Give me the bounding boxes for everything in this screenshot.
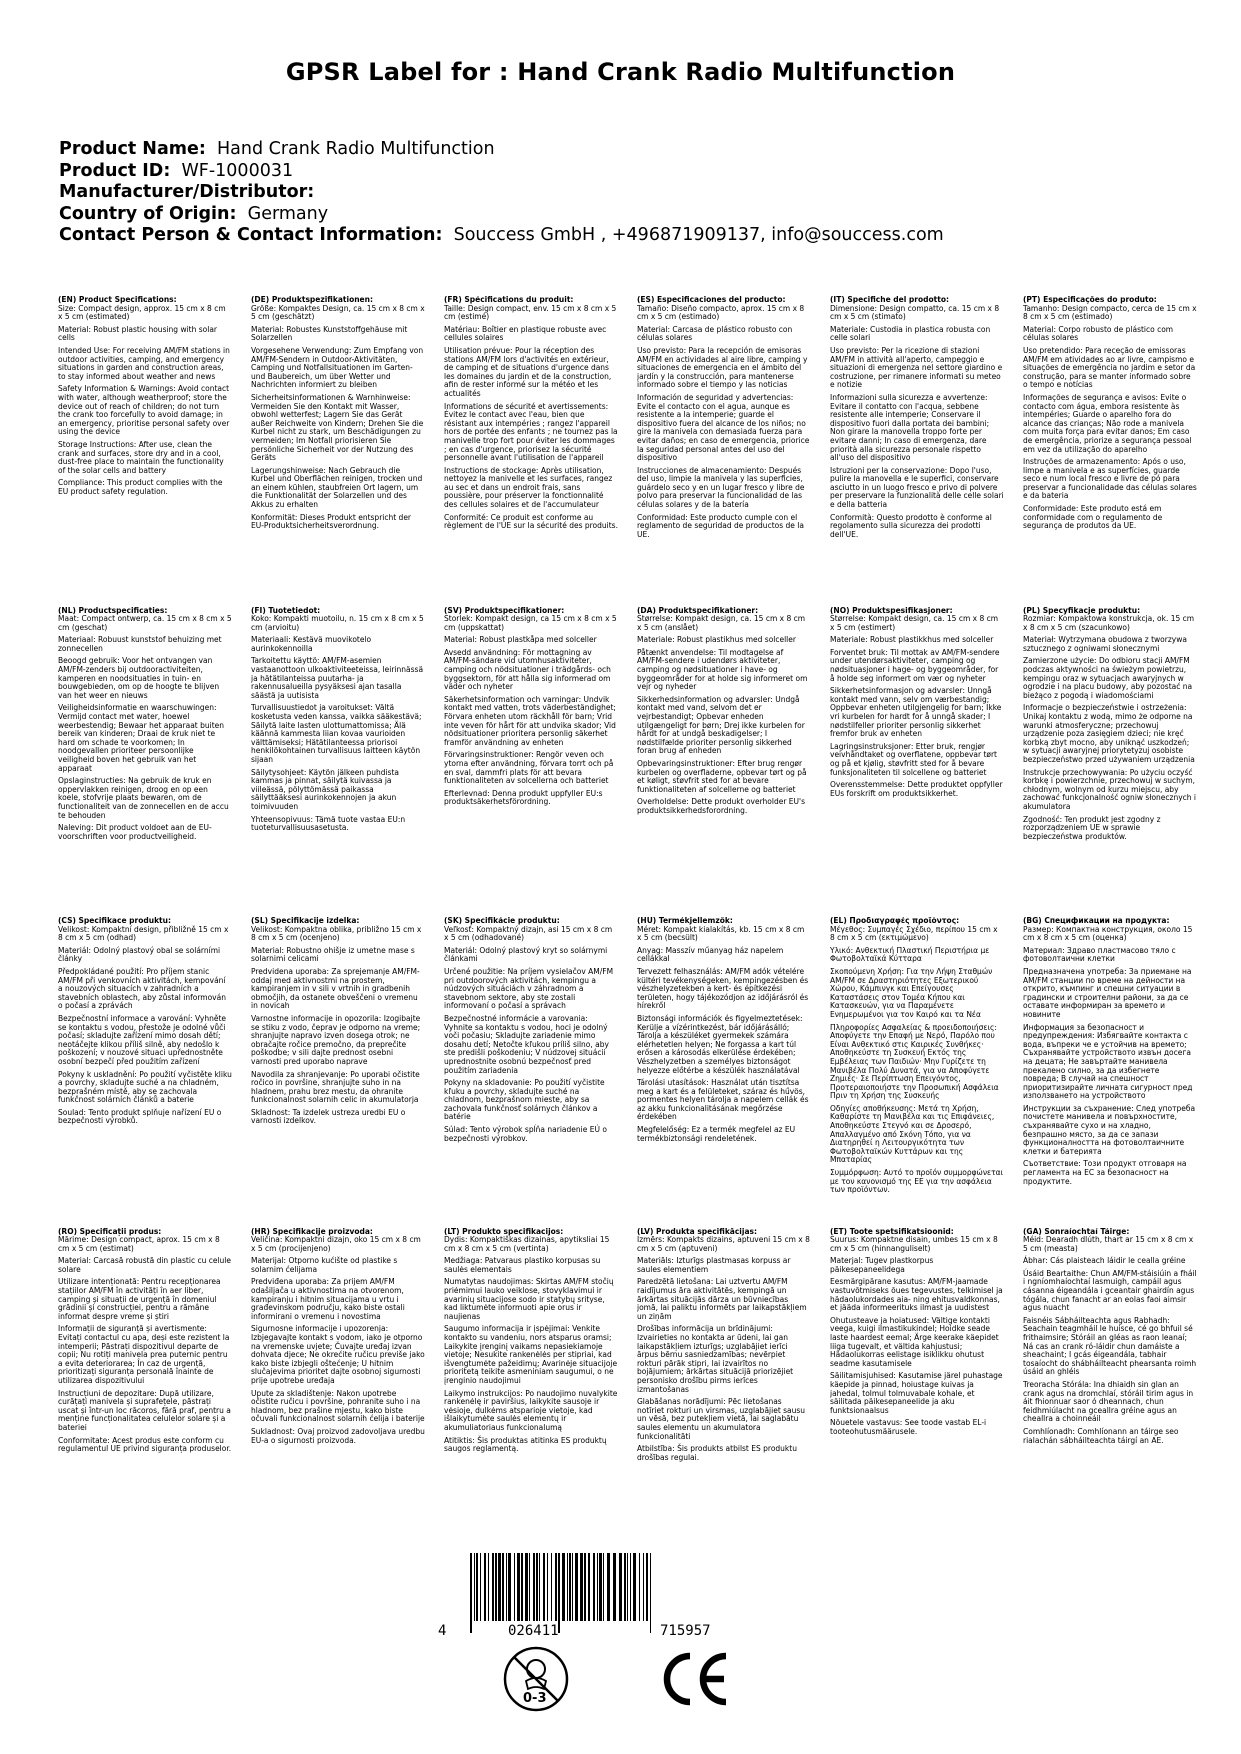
language-block-paragraph: Material: Robust plastic housing with solar cells [58, 324, 218, 343]
language-block-paragraph: Tárolási utasítások: Használat után tisztítsa meg a kart és a felületeket, száraz és hűvös, pormentes helyen tárolja a napelem cellák és az akku funkcionalitásának megőrzése érdekében [637, 1078, 809, 1122]
barcode-bar [474, 1553, 475, 1621]
language-block-paragraph: Bezpečnostní informace a varování: Vyhněte se kontaktu s vodou, přestože je odolné vůči počasí; skladujte zařízení mimo dosah dětí; neotáčejte klikou příliš silně, aby nedošlo k poškození; v nouzové situaci upřednostněte osobní bezpečí před použitím zařízení [58, 1013, 226, 1066]
language-block-paragraph: Určené použitie: Na príjem vysielačov AM/FM pri outdoorových aktivitách, kempingu a núdzových situáciách v záhradnom a stavebnom sektore, aby ste zostali informovaní o počasí a správach [444, 966, 614, 1011]
language-block-paragraph: Tervezett felhasználás: AM/FM adók vételére kültéri tevékenységeken, kempingezésben és vészhelyzetekben a kert- és építkezési területen, hogy tájékozódjon az időjárásról és hírekről [637, 966, 809, 1011]
language-block [1023, 917, 1197, 1220]
language-block-paragraph: Materjal: Tugev plastkorpus päikesepaneelidega [830, 1256, 934, 1274]
barcode-bar [480, 1553, 481, 1621]
language-block-paragraph: Material: Robustes Kunststoffgehäuse mit Solarzellen [251, 324, 408, 343]
language-block-paragraph: Storlek: Kompakt design, ca 15 cm x 8 cm x 5 cm (uppskattat) [444, 614, 617, 632]
language-block-paragraph: Ohutusteave ja hoiatused: Vältige kontakti veega, kuigi ilmastikukindel; Hoidke seade laste haardest eemal; Ärge keerake käepidet liiga tugevalt, et vältida kahjustusi; Hädaolukorras eelistage isiklikku ohutust seadme kasutamisele [830, 1315, 999, 1368]
language-block-paragraph: Materiāls: Izturīgs plastmasas korpuss ar saules elementiem [637, 1256, 791, 1274]
language-block [830, 917, 1004, 1220]
barcode-bar [543, 1553, 545, 1621]
language-block-paragraph: Istruzioni per la conservazione: Dopo l'uso, pulire la manovella e le superfici, conservare asciutto in un luogo fresco e privo di polvere per preservare la funzionalità delle celle solari e della batteria [830, 465, 1004, 510]
barcode-bar [567, 1553, 568, 1621]
barcode-bar [551, 1553, 552, 1621]
language-block-paragraph: Conformitate: Acest produs este conform cu regulamentul UE privind siguranța produselor. [58, 1435, 232, 1454]
language-block-heading: (EN) Product Specifications: [58, 296, 177, 304]
language-block-paragraph: Informacje o bezpieczeństwie i ostrzeżenia: Unikaj kontaktu z wodą, mimo że odporne na warunki atmosferyczne; przechowuj urządzenie poza zasięgiem dzieci; nie kręć korbką zbyt mocno, aby uniknąć uszkodzeń; w sytuacji awaryjnej priorytetyzuj osobiste bezpieczeństwo przed używaniem urządzenia [1023, 703, 1195, 764]
language-block-paragraph: Velikost: Kompaktní design, přibližně 15 cm x 8 cm x 5 cm (odhad) [58, 924, 229, 943]
language-block-paragraph: Størrelse: Kompakt design, ca. 15 cm x 8 cm x 5 cm (anslået) [637, 614, 806, 632]
barcode-bar [539, 1553, 540, 1621]
language-block-paragraph: Anyag: Masszív műanyag ház napelem cellákkal [637, 945, 784, 964]
language-block-paragraph: Upute za skladištenje: Nakon upotrebe očistite ručicu i površine, pohranite suho i na hladnom, bez prašine mjestu, kako biste očuvali funkcionalnost solarnih ćelija i baterije [251, 1388, 425, 1424]
language-block-paragraph: Tamaño: Diseño compacto, aprox. 15 cm x 8 cm x 5 cm (estimado) [637, 303, 805, 322]
language-block-paragraph: Eesmärgipärane kasutus: AM/FM-jaamade vastuvõtmiseks õues tegevustes, telkimisel ja hädaolukordades aia- ning ehitusvaldkonnas, et jääda informeerituks ilmast ja uudistest [830, 1277, 1003, 1313]
barcode-bar [619, 1553, 622, 1621]
language-block-paragraph: Информация за безопасност и предупреждения: Избягвайте контакта с вода, въпреки че е устойчив на времето; Съхранявайте устройството извън досега на децата; Не завъртайте манивела прекалено силно, за да избегнете повреда; В случай на спешност приоритизирайте личната сигурност пред използването на устройството [1023, 1022, 1193, 1101]
language-block-paragraph: Pokyny k uskladnění: Po použití vyčistěte kliku a povrchy, skladujte suché a na chladném, bezprašném místě, aby se zachovala funkčnost solárních článků a baterie [58, 1069, 232, 1105]
language-block-paragraph: Material: Robustno ohišje iz umetne mase s solarnimi celicami [251, 945, 415, 964]
language-block-heading: (DA) Produktspecifikationer: [637, 606, 759, 615]
language-block-paragraph: Material: Carcasă robustă din plastic cu celule solare [58, 1256, 231, 1274]
barcode-bar [630, 1553, 631, 1621]
language-block-paragraph: Conformità: Questo prodotto è conforme al regolamento sulla sicurezza dei prodotti dell'UE. [830, 512, 992, 539]
language-block-paragraph: Treoracha Stórála: Ina dhiaidh sin glan an crank agus na dromchlaí, stóráil tirim agus in áit fhionnuar saor ó dheannach, chun feidhmiúlacht na gceallra gréine agus an cheallra a choinneáil [1023, 1380, 1194, 1424]
language-block-paragraph: Materijal: Otporno kućište od plastike s solarnim ćelijama [251, 1256, 398, 1274]
language-blocks-grid [58, 296, 1198, 1666]
language-block-heading: (IT) Specifiche del prodotto: [830, 296, 949, 304]
language-block-paragraph: Safety Information & Warnings: Avoid contact with water, although weatherproof; store the device out of reach of children; do not turn the crank too forcefully to avoid damage; in an emergency, prioritise personal safety over using the device [58, 384, 230, 437]
language-block-paragraph: Materiaal: Robuust kunststof behuizing met zonnecellen [58, 635, 222, 653]
barcode-bar [495, 1553, 497, 1621]
language-block-heading: (FI) Tuotetiedot: [251, 606, 321, 615]
language-block-paragraph: Předpokládané použití: Pro příjem stanic AM/FM při venkovních aktivitách, kempování a nouzových situacích v zahradních a stavebních oblastech, aby zůstal informován o počasí a zprávách [58, 966, 226, 1011]
language-block-paragraph: Varnostne informacije in opozorila: Izogibajte se stiku z vodo, čeprav je odporno na vreme; shranjujte napravo izven dosega otrok; ne obračajte ročice premočno, da preprečite poškodbe; v sili dajte prednost osebni varnosti pred uporabo naprave [251, 1013, 421, 1066]
language-block [830, 1228, 1004, 1531]
language-block-heading: (SL) Specifikacije izdelka: [251, 917, 360, 925]
barcode-bar [488, 1553, 489, 1621]
language-block-paragraph: Материал: Здраво пластмасово тяло с фотоволтаични клетки [1023, 945, 1176, 964]
barcode-bar [514, 1553, 515, 1621]
language-block-paragraph: Opslaginstructies: Na gebruik de kruk en oppervlakken reinigen, droog en op een koele, stofvrije plaats bewaren, om de functionaliteit van de zonnecellen en de accu te behouden [58, 776, 229, 820]
language-block-paragraph: Påtænkt anvendelse: Til modtagelse af AM/FM-sendere i udendørs aktiviteter, camping og nødsituationer i have- og byggeområder for at holde sig informeret om vejr og nyheder [637, 647, 808, 692]
barcode-bar [599, 1553, 602, 1621]
language-block-paragraph: Forventet bruk: Til mottak av AM/FM-sendere under utendørsaktiviteter, camping og nødsituasjoner i hage- og byggeområder, for å holde seg informert om vær og nyheter [830, 647, 1000, 683]
language-block-paragraph: Veličina: Kompaktni dizajn, oko 15 cm x 8 cm x 5 cm (procijenjeno) [251, 1235, 421, 1253]
contact-row [59, 225, 944, 247]
language-block-paragraph: Predvidena uporaba: Za sprejemanje AM/FM-oddaj med aktivnostmi na prostem, kampiranjem in v sili v vrtnih in gradbenih območjih, da ostanete obveščeni o vremenu in novicah [251, 966, 420, 1011]
language-block-heading: (NO) Produktspesifikasjoner: [830, 606, 953, 615]
language-block-paragraph: Medžiaga: Patvaraus plastiko korpusas su saulės elementais [444, 1256, 601, 1274]
language-block-paragraph: Súlad: Tento výrobok spĺňa nariadenie EÚ o bezpečnosti výrobkov. [444, 1125, 607, 1143]
language-block-paragraph: Suurus: Kompaktne disain, umbes 15 cm x 8 cm x 5 cm (hinnanguliselt) [830, 1235, 998, 1253]
language-block-paragraph: Vorgesehene Verwendung: Zum Empfang von AM/FM-Sendern in Outdoor-Aktivitäten, Camping und Notfallsituationen im Garten- und Baubereich, um über Wetter und Nachrichten informiert zu bleiben [251, 345, 424, 390]
language-block-paragraph: Materiaali: Kestävä muovikotelo aurinkokennoilla [251, 635, 372, 653]
language-block-paragraph: Pokyny na skladovanie: Po použití vyčistite kľuku a povrchy, skladujte suché na chladnom, bezprašnom mieste, aby sa zachovala funkčnosť solárnych článkov a batérie [444, 1078, 605, 1122]
language-block-paragraph: Opbevaringsinstruktioner: Efter brug rengør kurbelen og overfladerne, opbevar tørt og på et køligt, støvfrit sted for at bevare funktionaliteten af solcellerne og batteriet [637, 759, 807, 794]
ce-mark-icon [660, 1650, 732, 1708]
language-block-paragraph: Skladnost: Ta izdelek ustreza uredbi EU o varnosti izdelkov. [251, 1107, 406, 1126]
language-block-paragraph: Instruções de armazenamento: Após o uso, limpe a manivela e as superfícies, guarde seco e num local fresco e livre de pó para preservar a funcionalidade das células solares e da bateria [1023, 457, 1197, 501]
barcode-bar [533, 1553, 535, 1621]
language-block-heading: (SV) Produktspecifikationer: [444, 606, 565, 615]
language-block-heading: (RO) Specificații produs: [58, 1227, 162, 1236]
country-label: Country of Origin: [59, 203, 237, 224]
language-block [830, 296, 1004, 599]
product-name-row [59, 139, 944, 161]
language-block-paragraph: Πληροφορίες Ασφαλείας & προειδοποιήσεις: Αποφύγετε την Επαφή με Νερό, Παρόλο που Είναι Ανθεκτικό στις Καιρικές Συνθήκες· Αποθηκεύστε τη Συσκευή Εκτός της Εμβέλειας των Παιδιών· Μην Γυρίζετε τη Μανιβέλα Πολύ Δυνατά, για να Αποφύγετε Ζημιές· Σε Περίπτωση Επειγόντος, Προτεραιοποιήστε την Προσωπική Ασφάλεια Πριν τη Χρήση της Συσκευής [830, 1022, 999, 1101]
language-block-paragraph: Rozmiar: Kompaktowa konstrukcja, ok. 15 cm x 8 cm x 5 cm (szacunkowo) [1023, 614, 1195, 632]
language-block-paragraph: Förvaringsinstruktioner: Rengör veven och ytorna efter användning, förvara torrt och på en sval, dammfri plats för att bevara funktionaliteten av solcellerna och batteriet [444, 750, 614, 786]
language-block [251, 296, 425, 599]
language-block-paragraph: Méret: Kompakt kialakítás, kb. 15 cm x 8 cm x 5 cm (becsült) [637, 924, 805, 943]
barcode-bar [597, 1553, 598, 1621]
language-block-paragraph: Predviđena uporaba: Za prijem AM/FM odašiljača u aktivnostima na otvorenom, kampiranju i hitnim situacijama u vrtu i građevinskom području, kako biste ostali informirani o vremenu i novostima [251, 1277, 405, 1321]
language-block-paragraph: Sigurnosne informacije i upozorenja: Izbjegavajte kontakt s vodom, iako je otporno na vremenske uvjete; Čuvajte uređaj izvan dohvata djece; Ne okrećite ručicu previše jako kako biste izbjegli oštećenje; U hitnim slučajevima prioritet dajte osobnoj sigurnosti prije upotrebe uređaja [251, 1324, 425, 1385]
barcode-bar [646, 1553, 648, 1621]
language-block-paragraph: Størrelse: Kompakt design, ca. 15 cm x 8 cm x 5 cm (estimert) [830, 614, 999, 632]
language-block-paragraph: Información de seguridad y advertencias: Evite el contacto con el agua, aunque es resistente a la intemperie; guarde el dispositivo fuera del alcance de los niños; no gire la manivela con demasiada fuerza para evitar daños; en caso de emergencia, priorice la seguridad personal antes del uso del dispositivo [637, 392, 810, 463]
language-block-paragraph: Uso pretendido: Para receção de emissoras AM/FM em atividades ao ar livre, campismo e situações de emergência no jardim e setor da construção, para se manter informado sobre o tempo e notícias [1023, 345, 1196, 390]
language-block-paragraph: Conformidad: Este producto cumple con el reglamento de seguridad de productos de la UE. [637, 512, 804, 539]
language-block-paragraph: Предназначена употреба: За приемане на AM/FM станции по време на дейности на открито, къмпинг и спешни ситуации в градински и строителни райони, за да се оставате информиран за времето и новините [1023, 966, 1192, 1019]
language-block-paragraph: Navodila za shranjevanje: Po uporabi očistite ročico in površine, shranjujte suho in na hladnem, prahu brez mestu, da ohranite funkcionalnost solarnih celic in akumulatorja [251, 1069, 420, 1105]
language-block [251, 1228, 425, 1531]
language-block-paragraph: Uso previsto: Per la ricezione di stazioni AM/FM in attività all'aperto, campeggio e situazioni di emergenza nel settore giardino e costruzione, per rimanere informati su meteo e notizie [830, 345, 1003, 390]
language-block-paragraph: Biztonsági információk és figyelmeztetések: Kerülje a vízérintkezést, bár időjárásálló; Tárolja a készüléket gyermekek számára elérhetetlen helyen; Ne forgassa a kart túl erősen a károsodás elkerülése érdekében; Vészhelyzetben a személyes biztonságot helyezze előtérbe a készülék használatával [637, 1013, 803, 1075]
language-block-paragraph: Konformität: Dieses Produkt entspricht der EU-Produktsicherheitsverordnung. [251, 512, 412, 531]
language-block-paragraph: Ábhar: Cás plaisteach láidir le cealla gréine [1023, 1256, 1186, 1266]
language-block-paragraph: Veľkosť: Kompaktný dizajn, asi 15 cm x 8 cm x 5 cm (odhadované) [444, 924, 613, 943]
language-block-heading: (HU) Termékjellemzők: [637, 917, 733, 925]
language-block-paragraph: Beoogd gebruik: Voor het ontvangen van AM/FM-zenders bij outdooractiviteiten, kamperen en noodsituaties in tuin- en bouwgebieden, om op de hoogte te blijven van het weer en nieuws [58, 656, 220, 700]
language-block-paragraph: Avsedd användning: För mottagning av AM/FM-sändare vid utomhusaktiviteter, camping och nödsituationer i trädgårds- och byggsektorn, för att hålla sig informerad om väder och nyheter [444, 647, 611, 692]
language-block-paragraph: Naleving: Dit product voldoet aan de EU-voorschriften voor productveiligheid. [58, 823, 212, 841]
barcode-bar [521, 1553, 523, 1621]
barcode-digits-right: 715957 [660, 1623, 711, 1639]
language-block-paragraph: Sikkerhedsinformation og advarsler: Undgå kontakt med vand, selvom det er vejrbestandigt; Opbevar enheden utilgængeligt for børn; Drej ikke kurbelen for hårdt for at undgå beskadigelser; I nødstilfælde prioriter personlig sikkerhed foran brug af enheden [637, 694, 805, 756]
barcode-bar [517, 1553, 520, 1621]
language-block-paragraph: Nõuetele vastavus: See toode vastab EL-i tooteohutusmäärusele. [830, 1418, 987, 1436]
language-block-paragraph: Materiál: Odolný plastový kryt so solárnymi článkami [444, 945, 608, 964]
language-block-paragraph: Σκοπούμενη Χρήση: Για την Λήψη Σταθμών AM/FM σε Δραστηριότητες Εξωτερικού Χώρου, Κάμπινγκ και Επείγουσες Καταστάσεις στον Τομέα Κήπου και Κατασκευών, για να Παραμένετε Ενημερωμένοι για τον Καιρό και τα Νέα [830, 966, 993, 1019]
language-block-paragraph: Soulad: Tento produkt splňuje nařízení EU o bezpečnosti výrobků. [58, 1107, 222, 1126]
language-block-paragraph: Utilisation prévue: Pour la réception des stations AM/FM lors d'activités en extérieur, de camping et de situations d'urgence dans les domaines du jardin et de la construction, afin de rester informé sur la météo et les actualités [444, 345, 612, 398]
language-block [58, 1228, 232, 1531]
product-name-label: Product Name: [59, 139, 206, 159]
language-block [637, 917, 811, 1220]
language-block [444, 1228, 618, 1531]
barcode-bar [607, 1553, 610, 1621]
language-block [58, 917, 232, 1220]
language-block-paragraph: Overensstemmelse: Dette produktet oppfyller EUs forskrift om produktsikkerhet. [830, 780, 1003, 798]
language-block [251, 607, 425, 910]
language-block-heading: (NL) Productspecificaties: [58, 606, 168, 615]
language-block [830, 607, 1004, 910]
language-block-paragraph: Glabāšanas norādījumi: Pēc lietošanas notīriet rokturi un virsmas, uzglabājiet sausu un vēsā, bez putekļiem vietā, lai saglabātu saules elementu un akumulatora funkcionalitāti [637, 1397, 806, 1441]
barcode-bar [580, 1553, 583, 1621]
language-block [637, 607, 811, 910]
language-block-paragraph: Storage Instructions: After use, clean the crank and surfaces, store dry and in a cool, dust-free place to maintain the functionality of the solar cells and battery [58, 439, 224, 475]
language-block-paragraph: Size: Compact design, approx. 15 cm x 8 cm x 5 cm (estimated) [58, 303, 226, 322]
language-block-heading: (GA) Sonraíochtaí Táirge: [1023, 1227, 1130, 1236]
language-block-heading: (CS) Specifikace produktu: [58, 917, 171, 925]
language-block-paragraph: Saugumo informacija ir įspėjimai: Venkite kontakto su vandeniu, nors atsparus oramsi; Laikykite įrenginį vaikams nepasiekiamoje vietoje; Nesukite rankenėlės per stipriai, kad išvengtumėte pažeidimų; Avarinėje situacijoje prioritetą teikite asmeniniam saugumui, o ne įrenginio naudojimui [444, 1324, 618, 1385]
language-block-paragraph: Säkerhetsinformation och varningar: Undvik kontakt med vatten, trots väderbeständighet; Förvara enheten utom räckhåll för barn; Vrid inte veven för hårt för att undvika skador; Vid nödsituationer prioritera personlig säkerhet framför användning av enheten [444, 694, 616, 747]
barcode-bar [470, 1553, 472, 1633]
language-block-paragraph: Mărime: Design compact, aprox. 15 cm x 8 cm x 5 cm (estimat) [58, 1235, 220, 1253]
barcode-bar [555, 1553, 557, 1621]
language-block-paragraph: Informazioni sulla sicurezza e avvertenze: Evitare il contatto con l'acqua, sebbene resistente alle intemperie; Conservare il dispositivo fuori dalla portata dei bambini; Non girare la manovella troppo forte per evitare danni; In caso di emergenza, dare priorità alla sicurezza personale rispetto all'uso del dispositivo [830, 392, 990, 463]
language-block-paragraph: Tarkoitettu käyttö: AM/FM-asemien vastaanottoon ulkoaktiviteeteissa, leirinnässä ja hätätilanteissa puutarha- ja rakennusalueilla pysyäksesi ajan tasalla säästä ja uutisista [251, 656, 424, 700]
language-block-paragraph: Informations de sécurité et avertissements: Évitez le contact avec l'eau, bien que résistant aux intempéries ; rangez l'appareil hors de portée des enfants ; ne tournez pas la manivelle trop fort pour éviter les dommages ; en cas d'urgence, priorisez la sécurité personnelle avant l'utilisation de l'appareil [444, 401, 618, 463]
barcode-bar [572, 1553, 573, 1621]
language-block-paragraph: Materiál: Odolný plastový obal se solárními články [58, 945, 221, 964]
barcode-bar [547, 1553, 548, 1621]
language-block-paragraph: Conformité: Ce produit est conforme au règlement de l'UE sur la sécurité des produits. [444, 512, 618, 531]
language-block-paragraph: Laikymo instrukcijos: Po naudojimo nuvalykite rankenėlę ir paviršius, laikykite sausoje ir vėsioje, dulkėms atsparioje vietoje, kad išlaikytumėte saulės elementų ir akumuliatoriaus funkcionalumą [444, 1388, 618, 1432]
language-block-paragraph: Säilitamisjuhised: Kasutamise järel puhastage käepide ja pinnad, hoiustage kuivas ja jahedal, tolmul tolmuvabale kohale, et säilitada päikesepaneelide ja aku funktsionaalsus [830, 1371, 1003, 1415]
language-block-paragraph: Instrucțiuni de depozitare: După utilizare, curățați manivela și suprafețele, păstrați uscat și într-un loc răcoros, fără praf, pentru a menține funcționalitatea celulelor solare și a bateriei [58, 1388, 231, 1432]
language-block-paragraph: Maat: Compact ontwerp, ca. 15 cm x 8 cm x 5 cm (geschat) [58, 614, 232, 632]
language-block-paragraph: Paredzētā lietošana: Lai uztvertu AM/FM raidījumus āra aktivitātēs, kempingā un ārkārtas situācijās dārza un būvniecības jomā, lai paliktu informēts par laikapstākļiem un ziņām [637, 1277, 807, 1321]
language-block-paragraph: Съответствие: Този продукт отговаря на регламента на ЕС за безопасност на продуктите. [1023, 1159, 1187, 1186]
language-block-paragraph: Bezpečnostné informácie a varovania: Vyhnite sa kontaktu s vodou, hoci je odolný voči počasiu; Skladujte zariadenie mimo dosahu detí; Netočte kľukou príliš silno, aby ste predišli poškodeniu; V núdzovej situácii uprednostnite osobnú bezpečnosť pred použitím zariadenia [444, 1013, 609, 1075]
language-block-paragraph: Lagerungshinweise: Nach Gebrauch die Kurbel und Oberflächen reinigen, trocken und an einem kühlen, staubfreien Ort lagern, um die Funktionalität der Solarzellen und des Akkus zu erhalten [251, 465, 423, 510]
language-block-paragraph: Efterlevnad: Denna produkt uppfyller EU:s produktsäkerhetsförordning. [444, 788, 603, 807]
language-block-paragraph: Materiale: Robust plastikkhus med solceller [830, 635, 994, 645]
language-block [58, 607, 232, 910]
language-block-paragraph: Dimensione: Design compatto, ca. 15 cm x 8 cm x 5 cm (stimato) [830, 303, 1000, 322]
barcode-bar [476, 1553, 478, 1621]
language-block-heading: (ES) Especificaciones del producto: [637, 296, 786, 304]
barcode-bar [484, 1553, 486, 1621]
product-id-label: Product ID: [59, 160, 171, 181]
barcode-bar [529, 1553, 530, 1621]
language-block-paragraph: Faisnéis Sábháilteachta agus Rabhadh: Seachain teagmháil le huisce, cé go bhfuil sé frithaimsire; Stóráil an gléas as raon leanaí; Ná cas an crank ró-láidir chun damáiste a sheachaint; I gcás éigeandála, tabhair tosaíocht do shábháilteacht phearsanta roimh úsáid an ghléis [1023, 1315, 1197, 1377]
language-block-paragraph: Sukladnost: Ovaj proizvod zadovoljava uredbu EU-a o sigurnosti proizvoda. [251, 1426, 425, 1445]
language-block [637, 1228, 811, 1531]
product-id-row [59, 161, 944, 183]
language-block-heading: (LV) Produkta specifikācijas: [637, 1227, 757, 1236]
language-block-paragraph: Úsáid Beartaithe: Chun AM/FM-stáisiúin a fháil i ngníomhaíochtaí lasmuigh, campáil agus cásanna éigeandála i gceantair ghairdín agus tógála, chun fanacht ar an eolas faoi aimsir agus nuacht [1023, 1268, 1197, 1313]
barcode [438, 1553, 823, 1638]
language-block-paragraph: Zgodność: Ten produkt jest zgodny z rozporządzeniem UE w sprawie bezpieczeństwa produktów. [1023, 814, 1161, 841]
manufacturer-row [59, 182, 944, 204]
language-block-heading: (PT) Especificações do produto: [1023, 296, 1157, 304]
language-block-heading: (ET) Toote spetsifikatsioonid: [830, 1227, 954, 1236]
language-block-paragraph: Intended Use: For receiving AM/FM stations in outdoor activities, camping, and emergency situations in garden and construction areas, to stay informed about weather and news [58, 345, 230, 381]
barcode-bar [639, 1553, 640, 1621]
language-block-paragraph: Atitiktis: Šis produktas atitinka ES produktų saugos reglamentą. [444, 1435, 607, 1454]
language-block [444, 607, 618, 910]
language-block-heading: (HR) Specifikacije proizvoda: [251, 1227, 373, 1236]
language-block-paragraph: Koko: Kompakti muotoilu, n. 15 cm x 8 cm x 5 cm (arvioitu) [251, 614, 424, 632]
barcode-bar [593, 1553, 595, 1621]
language-block [251, 917, 425, 1220]
language-block-paragraph: Turvallisuustiedot ja varoitukset: Vältä kosketusta veden kanssa, vaikka sääkestävä; Säilytä laite lasten ulottumattomissa; Älä käännä kammesta liian kovaa vaurioiden välttämiseksi; Hätätilanteessa priorisoi henkilökohtainen turvallisuus laitteen käytön sijaan [251, 703, 422, 764]
no-children-under-3-icon [502, 1645, 570, 1713]
contact-label: Contact Person & Contact Information: [59, 225, 443, 245]
language-block-heading: (PL) Specyfikacje produktu: [1023, 606, 1141, 615]
language-block-paragraph: Material: Carcasa de plástico robusto con células solares [637, 324, 793, 343]
language-block-paragraph: Instructions de stockage: Après utilisation, nettoyez la manivelle et les surfaces, rangez au sec et dans un endroit frais, sans poussière, pour préserver la fonctionnalité des cellules solaires et de l'accumulateur [444, 465, 613, 510]
barcode-bar [506, 1553, 507, 1621]
language-block-heading: (EL) Προδιαγραφές προϊόντος: [830, 917, 960, 925]
language-block-paragraph: Atbilstība: Šis produkts atbilst ES produktu drošības regulai. [637, 1444, 797, 1462]
language-block [1023, 1228, 1197, 1531]
language-block-paragraph: Taille: Design compact, env. 15 cm x 8 cm x 5 cm (estimé) [444, 303, 617, 322]
barcode-bar [627, 1553, 628, 1621]
barcode-digit-first: 4 [438, 1623, 447, 1639]
language-block-paragraph: Οδηγίες αποθήκευσης: Μετά τη Χρήση, Καθαρίστε τη Μανιβέλα και τις Επιφάνειες, Αποθηκεύστε Στεγνό και σε Δροσερό, Απαλλαγμένο από Σκόνη Τόπο, για να Διατηρηθεί η Λειτουργικότητα των Φωτοβολταϊκών Κυττάρων και της Μπαταρίας [830, 1103, 995, 1165]
language-block-paragraph: Uso previsto: Para la recepción de emisoras AM/FM en actividades al aire libre, camping y situaciones de emergencia en el ámbito del jardín y la construcción, para mantenerse informado sobre el tiempo y las noticias [637, 345, 808, 390]
language-block [444, 296, 618, 599]
age-label: 0-3 [523, 1691, 547, 1706]
barcode-bar [536, 1553, 538, 1621]
barcode-bar [502, 1553, 504, 1621]
language-block-paragraph: Μέγεθος: Συμπαγές Σχέδιο, περίπου 15 cm x 8 cm x 5 cm (εκτιμώμενο) [830, 924, 998, 943]
language-block-paragraph: Compliance: This product complies with the EU product safety regulation. [58, 478, 223, 496]
barcode-bar [624, 1553, 626, 1621]
language-block-paragraph: Comhlíonadh: Comhlíonann an táirge seo rialachán sábháilteachta táirgí an AE. [1023, 1426, 1179, 1445]
barcode-bar [584, 1553, 586, 1621]
language-block-paragraph: Material: Robust plastkåpa med solceller [444, 635, 597, 645]
language-block-paragraph: Utilizare intenționată: Pentru recepționarea stațiilor AM/FM în activități în aer liber, camping și situații de urgență în domeniul grădinii și construcției, pentru a rămâne informat despre vreme și știri [58, 1277, 221, 1321]
barcode-bar [603, 1553, 604, 1621]
language-block-paragraph: Размер: Компактна конструкция, около 15 cm x 8 cm x 5 cm (оценка) [1023, 924, 1193, 943]
contact-value: Souccess GmbH , +496871909137, info@souccess.com [453, 225, 944, 245]
language-block [58, 296, 232, 599]
language-block [1023, 607, 1197, 910]
language-block-paragraph: Συμμόρφωση: Αυτό το προϊόν συμμορφώνεται με τον κανονισμό της ΕΕ για την ασφάλεια των προϊόντων. [830, 1168, 1004, 1195]
language-block-paragraph: Megfelelőség: Ez a termék megfelel az EU termékbiztonsági rendeletének. [637, 1125, 796, 1143]
manufacturer-label: Manufacturer/Distributor: [59, 182, 315, 202]
language-block-paragraph: Größe: Kompaktes Design, ca. 15 cm x 8 cm x 5 cm (geschätzt) [251, 303, 425, 322]
product-id-value: WF-1000031 [181, 160, 294, 181]
barcode-bar [569, 1553, 571, 1621]
country-row [59, 204, 944, 226]
barcode-bar [650, 1553, 651, 1633]
barcode-bar [575, 1553, 578, 1621]
language-block-paragraph: Izmērs: Kompakts dizains, aptuveni 15 cm x 8 cm x 5 cm (aptuveni) [637, 1235, 810, 1253]
language-block-paragraph: Numatytas naudojimas: Skirtas AM/FM stočių priėmimui lauko veiklose, stovyklavimui ir avarinių situacijose sodo ir statybų srityse, kad liktumėte informuoti apie orus ir naujienas [444, 1277, 614, 1321]
language-block-heading: (LT) Produkto specifikacijos: [444, 1227, 564, 1236]
language-block-paragraph: Tamanho: Design compacto, cerca de 15 cm x 8 cm x 5 cm (estimado) [1023, 303, 1197, 322]
product-name-value: Hand Crank Radio Multifunction [217, 139, 495, 159]
language-block-paragraph: Säilytysohjeet: Käytön jälkeen puhdista kammas ja pinnat, säilytä kuivassa ja viileässä, pölyttömässä paikassa säilyttääksesi aurinkokennojen ja akun toimivuuden [251, 767, 400, 811]
language-block-paragraph: Sicherheitsinformationen & Warnhinweise: Vermeiden Sie den Kontakt mit Wasser, obwohl wetterfest; Lagern Sie das Gerät außer Reichweite von Kindern; Drehen Sie die Kurbel nicht zu stark, um Beschädigungen zu vermeiden; Im Notfall priorisieren Sie persönliche Sicherheit vor der Nutzung des Geräts [251, 392, 424, 463]
barcode-bar [633, 1553, 636, 1621]
page-title: GPSR Label for : Hand Crank Radio Multifunction [285, 58, 956, 86]
language-block-paragraph: Informações de segurança e avisos: Evite o contacto com água, embora resistente às intempéries; Guarde o aparelho fora do alcance das crianças; Não rode a manivela com muita força para evitar danos; Em caso de emergência, priorize a segurança pessoal em vez da utilização do aparelho [1023, 392, 1192, 454]
language-block-paragraph: Инструкции за съхранение: След употреба почистете манивела и повърхностите, съхранявайте сухо и на хладно, безпрашно място, за да се запази функционалността на фотоволтаичните клетки и батерията [1023, 1103, 1196, 1156]
language-block-heading: (BG) Спецификации на продукта: [1023, 917, 1170, 925]
barcode-digits-left: 026411 [508, 1623, 559, 1639]
language-block-paragraph: Zamierzone użycie: Do odbioru stacji AM/FM podczas aktywności na świeżym powietrzu, kempingu oraz w sytuacjach awaryjnych w ogrodzie i na placu budowy, aby pozostać na bieżąco z pogodą i wiadomościami [1023, 656, 1193, 700]
language-block-paragraph: Drošības informācija un brīdinājumi: Izvairieties no kontakta ar ūdeni, lai gan laikapstākļiem izturīgs; uzglabājiet ierīci ārpus bērnu sasniedzamības; nevērpiet rokturi pārāk stipri, lai izvairītos no bojājumiem; ārkārtas situācijā priorizējiet personisko drošību pirms ierīces izmantošanas [637, 1324, 794, 1394]
barcode-bar [492, 1553, 494, 1621]
barcode-bar [613, 1553, 616, 1621]
language-block-paragraph: Materiale: Custodia in plastica robusta con celle solari [830, 324, 991, 343]
language-block-paragraph: Veiligheidsinformatie en waarschuwingen: Vermijd contact met water, hoewel weerbestendig; Bewaar het apparaat buiten bereik van kinderen; Draai de kruk niet te hard om schade te voorkomen; In noodgevallen prioriteer persoonlijke veiligheid boven het gebruik van het apparaat [58, 703, 225, 773]
language-block-paragraph: Materiał: Wytrzymana obudowa z tworzywa sztucznego z ogniwami słonecznymi [1023, 635, 1187, 653]
language-block-paragraph: Conformidade: Este produto está em conformidade com o regulamento de segurança de produtos da UE. [1023, 504, 1163, 531]
language-block-heading: (DE) Produktspezifikationen: [251, 296, 373, 304]
barcode-bar [643, 1553, 644, 1621]
country-value: Germany [247, 203, 329, 224]
language-block-paragraph: Matériau: Boîtier en plastique robuste avec cellules solaires [444, 324, 607, 343]
barcode-bar [588, 1553, 590, 1621]
language-block-paragraph: Material: Corpo robusto de plástico com células solares [1023, 324, 1174, 343]
language-block-paragraph: Instrucciones de almacenamiento: Después del uso, limpie la manivela y las superficies, guárdelo seco y en un lugar fresco y libre de polvo para preservar la funcionalidad de las células solares y de la batería [637, 465, 805, 510]
language-block-paragraph: Informații de siguranță și avertismente: Evitați contactul cu apa, deși este rezistent la intemperii; Păstrați dispozitivul departe de copii; Nu rotiți manivela prea puternic pentru a evita deteriorarea; În caz de urgență, prioritizați siguranța personală înainte de utilizarea dispozitivului [58, 1324, 230, 1385]
language-block-paragraph: Instrukcje przechowywania: Po użyciu oczyść korbkę i powierzchnie, przechowuj w suchym, chłodnym, wolnym od kurzu miejscu, aby zachować funkcjonalność ogniw słonecznych i akumulatora [1023, 767, 1197, 811]
language-block-paragraph: Sikkerhetsinformasjon og advarsler: Unngå kontakt med vann, selv om værbestandig; Oppbevar enheten utilgjengelig for barn; Ikke vri kurbelen for hardt for å unngå skader; I nødstilfeller prioriter personlig sikkerhet fremfor bruk av enheten [830, 686, 1002, 739]
language-block-paragraph: Yhteensopivuus: Tämä tuote vastaa EU:n tuoteturvallisuusasetusta. [251, 814, 406, 833]
product-info [59, 139, 944, 247]
language-block-paragraph: Lagringsinstruksjoner: Etter bruk, rengjør veivhåndtaket og overflatene, oppbevar tørt og på et kjølig, støvfritt sted for å bevare funksjonaliteten til solcellene og batteriet [830, 741, 997, 777]
language-block-heading: (FR) Spécifications du produit: [444, 296, 574, 304]
language-block [1023, 296, 1197, 599]
language-block-paragraph: Materiale: Robust plastikhus med solceller [637, 635, 796, 645]
language-block-paragraph: Méid: Dearadh dlúth, thart ar 15 cm x 8 cm x 5 cm (measta) [1023, 1235, 1194, 1253]
barcode-bar [498, 1553, 501, 1621]
language-block [444, 917, 618, 1220]
language-block-heading: (SK) Špecifikácie produktu: [444, 917, 560, 925]
barcode-bar [562, 1553, 565, 1621]
barcode-bar [508, 1553, 511, 1621]
language-block-paragraph: Dydis: Kompaktiškas dizainas, apytiksliai 15 cm x 8 cm x 5 cm (vertinta) [444, 1235, 610, 1253]
language-block [637, 296, 811, 599]
language-block-paragraph: Overholdelse: Dette produkt overholder EU's produktsikkerhedsforordning. [637, 797, 806, 815]
language-block-paragraph: Υλικό: Ανθεκτική Πλαστική Περιστήρια με Φωτοβολταϊκά Κύτταρα [830, 945, 990, 964]
language-block-paragraph: Velikost: Kompaktna oblika, približno 15 cm x 8 cm x 5 cm (ocenjeno) [251, 924, 422, 943]
barcode-bar [558, 1553, 560, 1633]
barcode-bar [525, 1553, 528, 1621]
